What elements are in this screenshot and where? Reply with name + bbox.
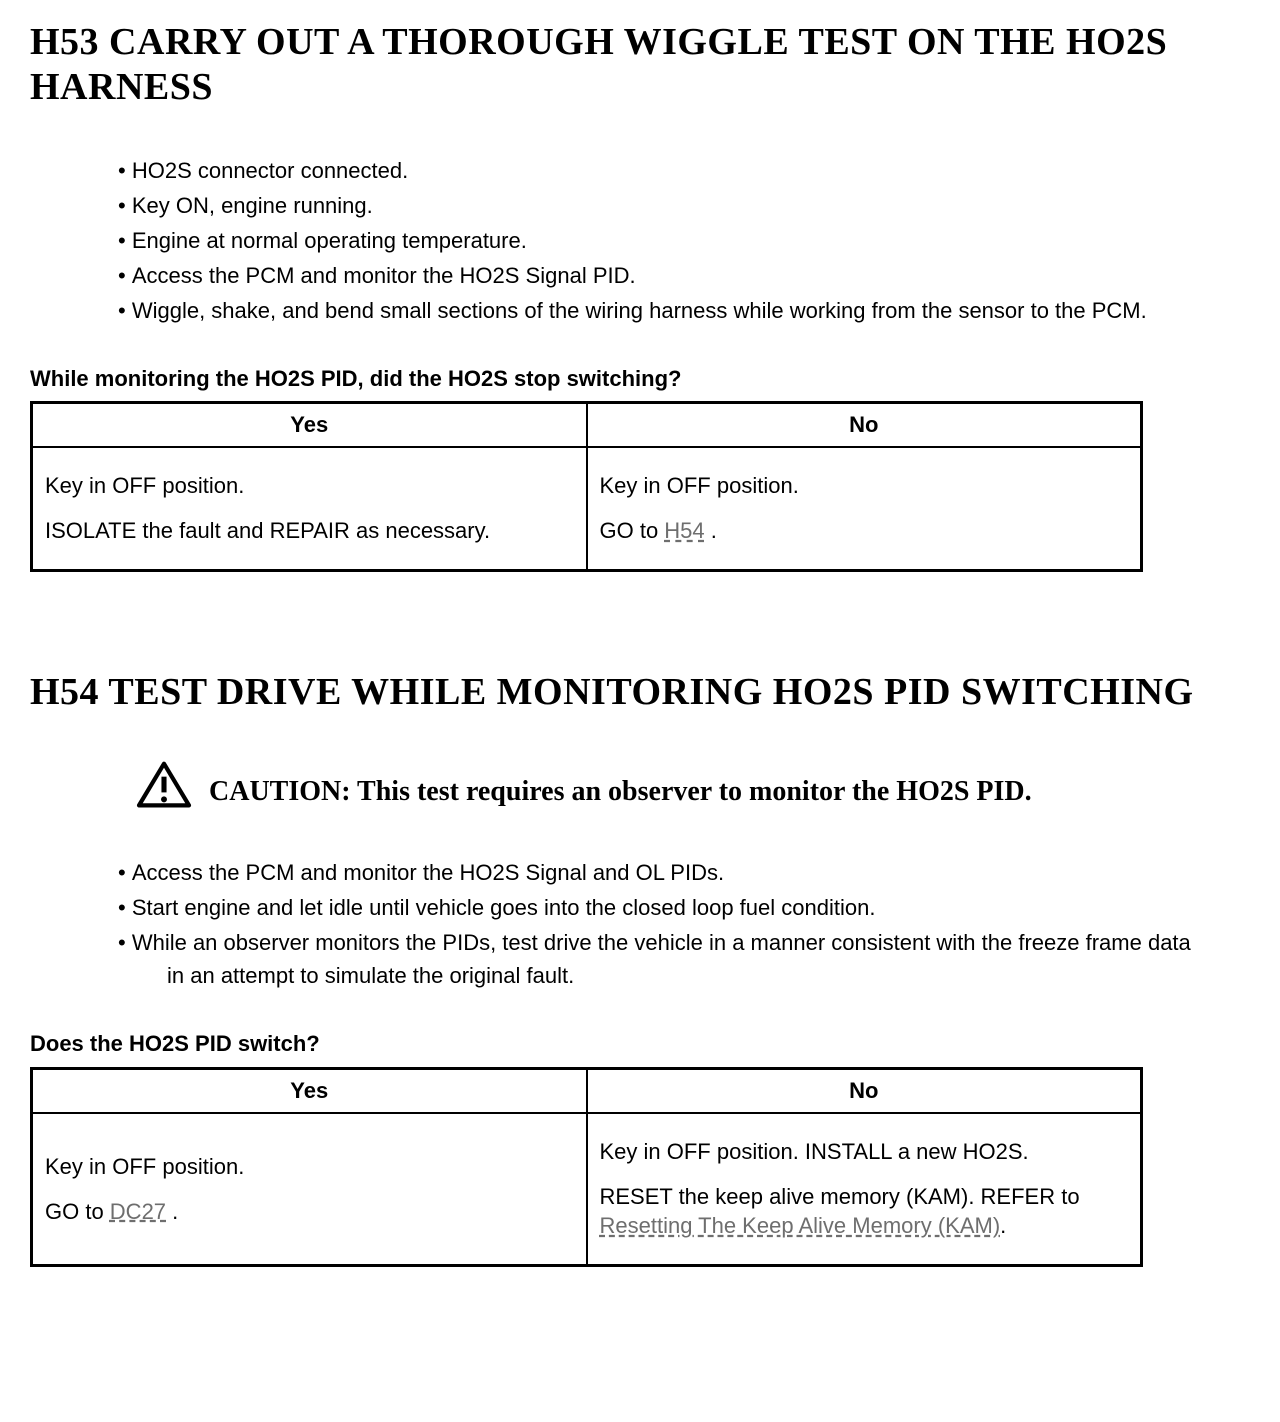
bullet-item: • Access the PCM and monitor the HO2S Signal and OL PIDs.: [118, 856, 1195, 889]
h53-no-cell: [587, 447, 1142, 570]
h53-decision-table: [30, 401, 1143, 571]
cell-text: [45, 1197, 574, 1227]
section-h54: [30, 670, 1195, 1267]
caution-note: [135, 760, 1195, 810]
section-h53: [30, 20, 1195, 572]
goto-suffix: .: [166, 1198, 179, 1224]
bullet-item: • Wiggle, shake, and bend small sections of the wiring harness while working from the sensor to the PCM.: [118, 294, 1195, 327]
table-body-row: [32, 447, 1142, 570]
h54-no-cell: [587, 1113, 1142, 1266]
bullet-item: • Start engine and let idle until vehicle goes into the closed loop fuel condition.: [118, 891, 1195, 924]
h54-decision-table: [30, 1067, 1143, 1267]
refer-suffix: .: [1000, 1213, 1007, 1239]
h54-link[interactable]: H54: [664, 517, 705, 543]
bullet-item: • Key ON, engine running.: [118, 189, 1195, 222]
cell-text: [600, 516, 1129, 546]
cell-text: [600, 1182, 1129, 1241]
bullet-item: • While an observer monitors the PIDs, test drive the vehicle in a manner consistent with the freeze frame data in an attempt to simulate the original fault.: [118, 926, 1195, 992]
bullet-item: • Engine at normal operating temperature.: [118, 224, 1195, 257]
yes-column-header: Yes: [32, 403, 587, 448]
h54-bullet-list: [30, 856, 1195, 992]
h54-question: Does the HO2S PID switch?: [30, 1031, 320, 1057]
no-column-header: No: [587, 1069, 1142, 1114]
goto-prefix: GO to: [45, 1198, 110, 1224]
dc27-link[interactable]: DC27: [109, 1198, 167, 1224]
cell-text: Key in OFF position.: [45, 1153, 245, 1179]
caution-text: CAUTION: This test requires an observer to monitor the HO2S PID.: [209, 775, 1032, 807]
h53-question: While monitoring the HO2S PID, did the HO2S stop switching?: [30, 365, 682, 391]
cell-text: Key in OFF position.: [45, 473, 245, 499]
table-body-row: [32, 1113, 1142, 1266]
yes-column-header: Yes: [32, 1069, 587, 1114]
cell-text: ISOLATE the fault and REPAIR as necessary.: [45, 517, 491, 543]
goto-suffix: .: [704, 517, 717, 543]
caution-warning-icon: [135, 760, 193, 810]
h53-yes-cell: [32, 447, 587, 570]
no-column-header: No: [587, 403, 1142, 448]
reset-kam-link[interactable]: Resetting The Keep Alive Memory (KAM): [599, 1213, 1001, 1239]
h53-section-title: H53 CARRY OUT A THOROUGH WIGGLE TEST ON THE HO2S HARNESS: [30, 21, 1168, 108]
h54-section-title: H54 TEST DRIVE WHILE MONITORING HO2S PID SWITCHING: [30, 670, 1194, 713]
table-header-row: [32, 403, 1142, 448]
h53-bullet-list: [30, 154, 1195, 327]
bullet-item: • HO2S connector connected.: [118, 154, 1195, 187]
cell-text: Key in OFF position.: [599, 473, 799, 499]
table-header-row: [32, 1069, 1142, 1114]
refer-prefix: RESET the keep alive memory (KAM). REFER to: [599, 1183, 1080, 1209]
goto-prefix: GO to: [599, 517, 665, 543]
h54-yes-cell: [32, 1113, 587, 1266]
bullet-item: • Access the PCM and monitor the HO2S Signal PID.: [118, 259, 1195, 292]
cell-text: Key in OFF position. INSTALL a new HO2S.: [599, 1139, 1029, 1165]
